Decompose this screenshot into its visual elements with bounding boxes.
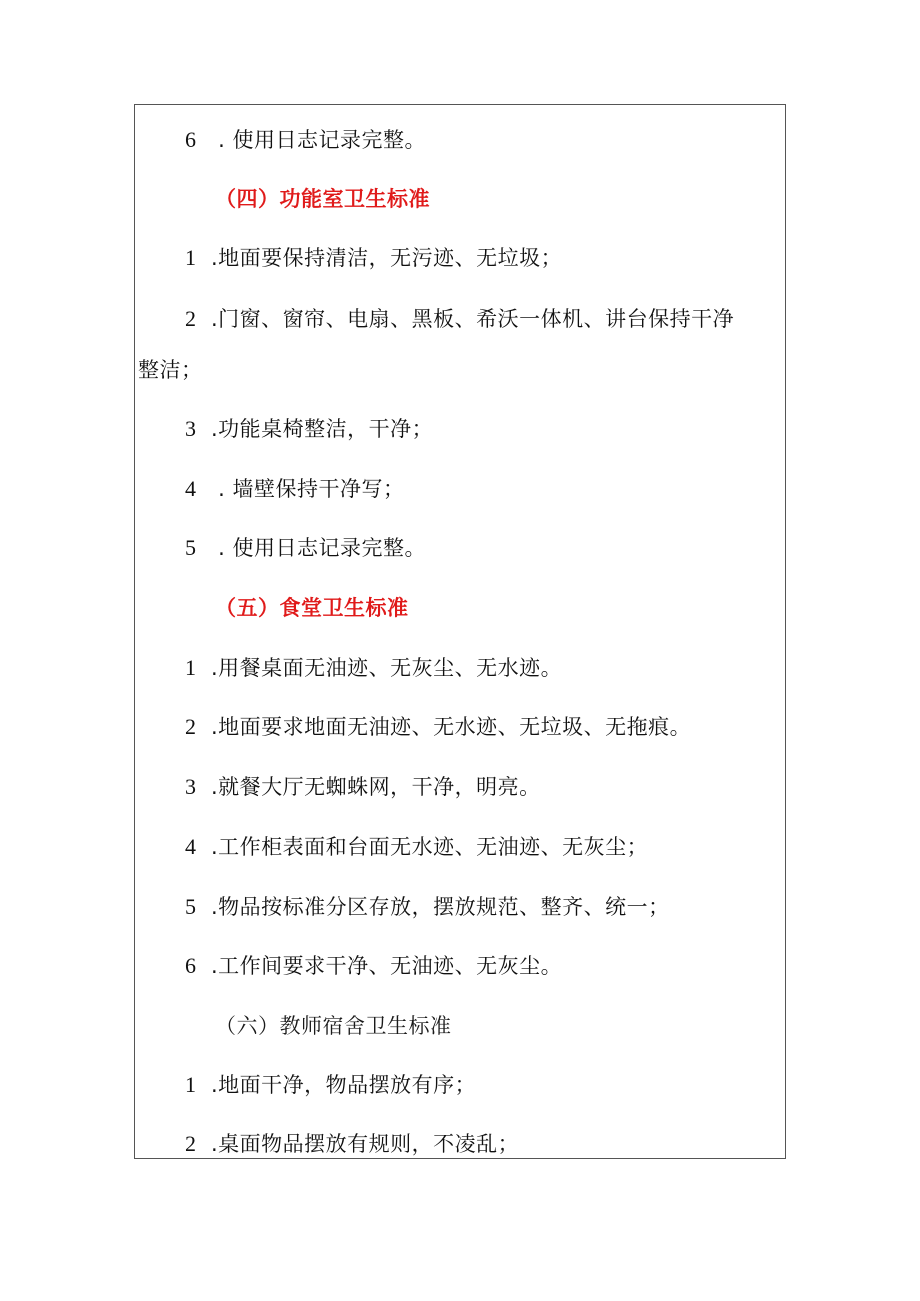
list-item: 3 .就餐大厅无蜘蛛网，干净，明亮。	[185, 774, 541, 799]
list-item: 2 .门窗、窗帘、电扇、黑板、希沃一体机、讲台保持干净	[185, 306, 735, 331]
list-item: 2 .地面要求地面无油迹、无水迹、无垃圾、无拖痕。	[185, 714, 692, 739]
section-heading: （五）食堂卫生标准	[215, 596, 409, 620]
list-item: 6 .工作间要求干净、无油迹、无灰尘。	[185, 953, 563, 978]
list-item: 2 .桌面物品摆放有规则，不凌乱；	[185, 1131, 520, 1156]
list-item: 4 . 墙壁保持干净写；	[185, 476, 405, 501]
document-frame	[134, 104, 786, 1159]
list-item-continuation: 整洁；	[138, 358, 203, 382]
list-item: 4 .工作柜表面和台面无水迹、无油迹、无灰尘；	[185, 834, 649, 859]
list-item: 1 .用餐桌面无油迹、无灰尘、无水迹。	[185, 655, 563, 680]
list-item: 5 .物品按标准分区存放，摆放规范、整齐、统一；	[185, 894, 670, 919]
list-item: 5 . 使用日志记录完整。	[185, 535, 427, 560]
section-heading: （四）功能室卫生标准	[215, 187, 430, 211]
list-item: 6 . 使用日志记录完整。	[185, 127, 427, 152]
list-item: 3 .功能桌椅整洁，干净；	[185, 416, 434, 441]
section-heading: （六）教师宿舍卫生标准	[215, 1014, 452, 1038]
list-item: 1 .地面要保持清洁，无污迹、无垃圾；	[185, 245, 563, 270]
list-item: 1 .地面干净，物品摆放有序；	[185, 1072, 477, 1097]
